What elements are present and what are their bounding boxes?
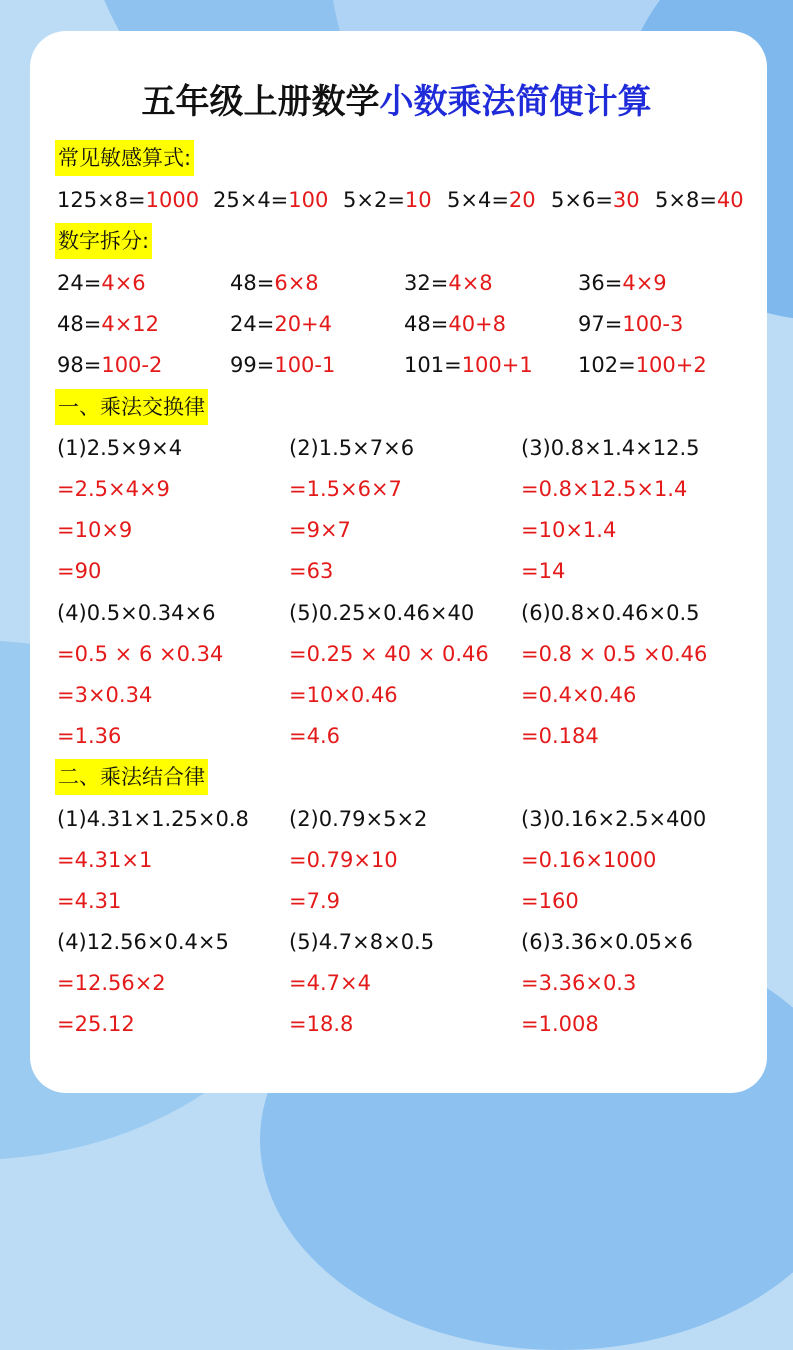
split-item: 32=4×8	[404, 271, 493, 295]
solution-step: =3×0.34	[57, 683, 153, 707]
solution-step: =0.79×10	[289, 848, 398, 872]
solution-step: =10×0.46	[289, 683, 398, 707]
solution-step: =0.8×12.5×1.4	[521, 477, 688, 501]
problem-row	[0, 429, 793, 467]
problem-row	[0, 800, 793, 838]
split-item: 24=4×6	[57, 271, 146, 295]
solution-step: =2.5×4×9	[57, 477, 170, 501]
problem-question: (4)0.5×0.34×6	[57, 601, 216, 625]
solution-result: =1.008	[521, 1012, 599, 1036]
split-item: 48=6×8	[230, 271, 319, 295]
sensitive-item: 25×4=100	[213, 188, 329, 212]
solution-step: =10×1.4	[521, 518, 617, 542]
step-row	[0, 841, 793, 879]
solution-step: =10×9	[57, 518, 133, 542]
sensitive-row	[0, 181, 793, 219]
step-row	[0, 964, 793, 1002]
problem-question: (6)3.36×0.05×6	[521, 930, 693, 954]
title-accent: 小数乘法简便计算	[379, 82, 652, 122]
title-main: 五年级上册数学	[141, 82, 380, 122]
split-item: 48=40+8	[404, 312, 507, 336]
split-row	[0, 305, 793, 343]
sensitive-item: 5×6=30	[551, 188, 640, 212]
problem-row	[0, 594, 793, 632]
solution-result: =90	[57, 559, 102, 583]
solution-result: =160	[521, 889, 579, 913]
problem-question: (2)1.5×7×6	[289, 436, 415, 460]
problem-question: (5)0.25×0.46×40	[289, 601, 475, 625]
problem-question: (4)12.56×0.4×5	[57, 930, 229, 954]
solution-result: =14	[521, 559, 566, 583]
split-item: 101=100+1	[404, 353, 533, 377]
section-heading-associative: 二、乘法结合律	[55, 759, 208, 795]
problem-question: (1)4.31×1.25×0.8	[57, 807, 249, 831]
solution-step: =0.25 × 40 × 0.46	[289, 642, 489, 666]
solution-result: =4.31	[57, 889, 122, 913]
page-title	[0, 80, 793, 124]
solution-step: =0.4×0.46	[521, 683, 637, 707]
solution-step: =12.56×2	[57, 971, 166, 995]
solution-result: =4.6	[289, 724, 340, 748]
problem-question: (1)2.5×9×4	[57, 436, 183, 460]
solution-result: =25.12	[57, 1012, 135, 1036]
solution-step: =0.5 × 6 ×0.34	[57, 642, 224, 666]
solution-step: =4.7×4	[289, 971, 371, 995]
solution-result: =7.9	[289, 889, 340, 913]
step-row	[0, 882, 793, 920]
solution-step: =3.36×0.3	[521, 971, 637, 995]
solution-step: =0.8 × 0.5 ×0.46	[521, 642, 708, 666]
split-item: 36=4×9	[578, 271, 667, 295]
solution-step: =4.31×1	[57, 848, 153, 872]
problem-question: (3)0.16×2.5×400	[521, 807, 707, 831]
solution-result: =0.184	[521, 724, 599, 748]
step-row	[0, 552, 793, 590]
section-heading-sensitive: 常见敏感算式:	[55, 140, 194, 176]
solution-result: =1.36	[57, 724, 122, 748]
solution-step: =0.16×1000	[521, 848, 657, 872]
section-heading-split: 数字拆分:	[55, 223, 152, 259]
sensitive-item: 5×8=40	[655, 188, 744, 212]
problem-question: (6)0.8×0.46×0.5	[521, 601, 700, 625]
problem-question: (3)0.8×1.4×12.5	[521, 436, 700, 460]
step-row	[0, 1005, 793, 1043]
step-row	[0, 676, 793, 714]
split-row	[0, 264, 793, 302]
split-item: 98=100-2	[57, 353, 163, 377]
solution-step: =1.5×6×7	[289, 477, 402, 501]
sensitive-item: 5×2=10	[343, 188, 432, 212]
solution-result: =18.8	[289, 1012, 354, 1036]
split-item: 97=100-3	[578, 312, 684, 336]
step-row	[0, 635, 793, 673]
problem-row	[0, 923, 793, 961]
sensitive-item: 125×8=1000	[57, 188, 200, 212]
split-item: 99=100-1	[230, 353, 336, 377]
step-row	[0, 717, 793, 755]
step-row	[0, 470, 793, 508]
solution-result: =63	[289, 559, 334, 583]
split-item: 24=20+4	[230, 312, 333, 336]
split-row	[0, 346, 793, 384]
step-row	[0, 511, 793, 549]
problem-question: (5)4.7×8×0.5	[289, 930, 435, 954]
sensitive-item: 5×4=20	[447, 188, 536, 212]
solution-step: =9×7	[289, 518, 351, 542]
problem-question: (2)0.79×5×2	[289, 807, 428, 831]
split-item: 102=100+2	[578, 353, 707, 377]
section-heading-commutative: 一、乘法交换律	[55, 389, 208, 425]
split-item: 48=4×12	[57, 312, 160, 336]
